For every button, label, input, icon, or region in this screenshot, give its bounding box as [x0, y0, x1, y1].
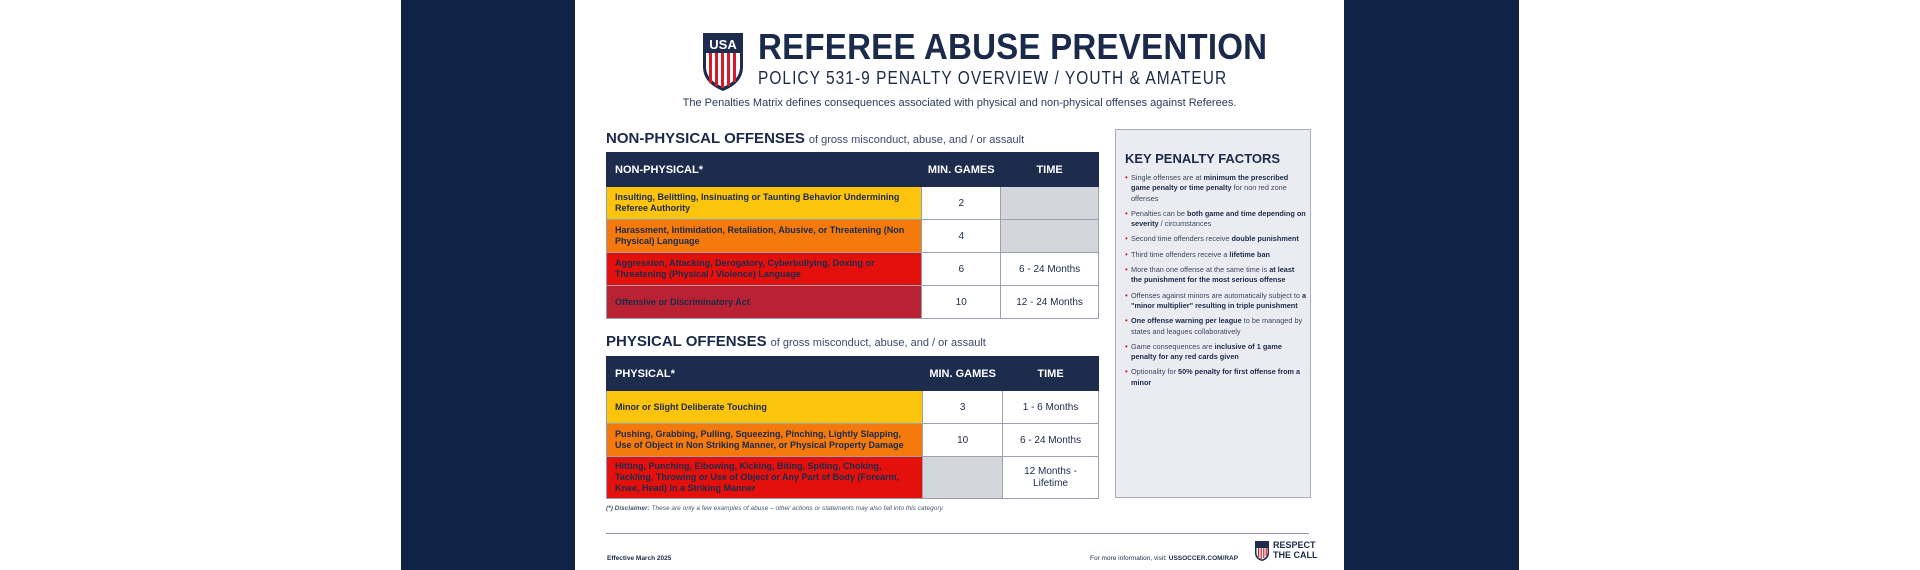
table-row [607, 286, 1099, 319]
offense-cell: Harassment, Intimidation, Retaliation, Abusive, or Threatening (Non Physical) Language [607, 220, 922, 253]
list-item: • Penalties can be both game and time depending on severity / circumstances [1125, 209, 1307, 230]
left-navy-band [401, 0, 575, 570]
disclaimer: (*) Disclaimer: These are only a few examples of abuse – other actions or statements may also fall into this category. [606, 505, 945, 512]
table-row [607, 253, 1099, 286]
offense-cell: Pushing, Grabbing, Pulling, Squeezing, Pinching, Lightly Slapping, Use of Object in Non Striking Manner, or Physical Property Damage [607, 424, 923, 457]
list-item: • One offense warning per league to be managed by states and leagues collaboratively [1125, 316, 1307, 337]
time-cell: 1 - 6 Months [1003, 391, 1099, 424]
key-factors-list [1125, 173, 1307, 393]
list-item: • Game consequences are inclusive of 1 game penalty for any red cards given [1125, 342, 1307, 363]
page-title: REFEREE ABUSE PREVENTION [758, 26, 1268, 67]
physical-heading: PHYSICAL OFFENSES of gross misconduct, abuse, and / or assault [606, 333, 986, 350]
offense-cell: Minor or Slight Deliberate Touching [607, 391, 923, 424]
time-cell: 6 - 24 Months [1003, 424, 1099, 457]
time-cell: 6 - 24 Months [1001, 253, 1099, 286]
min-games-cell: 6 [922, 253, 1001, 286]
table-header-row [607, 357, 1099, 391]
document-page [575, 0, 1344, 570]
offense-cell: Hitting, Punching, Elbowing, Kicking, Biting, Spiting, Choking, Tackling, Throwing or Use of Object or Any Part of Body (Forearm, Knee, Head) in a Striking Manner [607, 457, 923, 499]
list-item: • Optionality for 50% penalty for first offense from a minor [1125, 367, 1307, 388]
table-header-row [607, 153, 1099, 187]
column-header: MIN. GAMES [923, 357, 1003, 391]
respect-the-call-crest-icon [1254, 540, 1270, 562]
respect-the-call-logo: RESPECT THE CALL [1273, 540, 1318, 560]
table-row [607, 187, 1099, 220]
list-item: • Third time offenders receive a lifetime ban [1125, 250, 1307, 260]
time-cell [1001, 187, 1099, 220]
column-header: MIN. GAMES [922, 153, 1001, 187]
min-games-cell: 2 [922, 187, 1001, 220]
us-soccer-crest-icon [701, 31, 745, 93]
column-header: NON-PHYSICAL* [607, 153, 922, 187]
min-games-cell: 3 [923, 391, 1003, 424]
key-factors-title: KEY PENALTY FACTORS [1125, 151, 1281, 166]
physical-table [606, 356, 1099, 499]
time-cell: 12 Months - Lifetime [1003, 457, 1099, 499]
time-cell [1001, 220, 1099, 253]
time-cell: 12 - 24 Months [1001, 286, 1099, 319]
intro-text: The Penalties Matrix defines consequences associated with physical and non-physical offenses against Referees. [682, 97, 1237, 109]
more-info-text: For more information, visit: USSOCCER.COM/RAP [1090, 555, 1239, 562]
key-factors-panel [1115, 129, 1311, 498]
min-games-cell [923, 457, 1003, 499]
list-item: • Second time offenders receive double punishment [1125, 234, 1307, 244]
footer-divider [606, 533, 1309, 534]
column-header: TIME [1001, 153, 1099, 187]
list-item: • Single offenses are at minimum the prescribed game penalty or time penalty for non red zone offenses [1125, 173, 1307, 204]
table-row [607, 457, 1099, 499]
table-row [607, 220, 1099, 253]
column-header: PHYSICAL* [607, 357, 923, 391]
table-row [607, 391, 1099, 424]
min-games-cell: 10 [923, 424, 1003, 457]
min-games-cell: 10 [922, 286, 1001, 319]
effective-date: Effective March 2025 [607, 555, 672, 562]
right-navy-band [1344, 0, 1519, 570]
offense-cell: Insulting, Belittling, Insinuating or Taunting Behavior Undermining Referee Authority [607, 187, 922, 220]
min-games-cell: 4 [922, 220, 1001, 253]
table-row [607, 424, 1099, 457]
list-item: • Offenses against minors are automatically subject to a "minor multiplier" resulting in triple punishment [1125, 291, 1307, 312]
non-physical-table [606, 152, 1099, 319]
column-header: TIME [1003, 357, 1099, 391]
list-item: • More than one offense at the same time is at least the punishment for the most serious offense [1125, 265, 1307, 286]
offense-cell: Offensive or Discriminatory Act [607, 286, 922, 319]
non-physical-heading: NON-PHYSICAL OFFENSES of gross misconduct, abuse, and / or assault [606, 130, 1025, 147]
offense-cell: Aggression, Attacking, Derogatory, Cyberbullying, Doxing or Threatening (Physical / Violence) Language [607, 253, 922, 286]
page-subtitle: POLICY 531-9 PENALTY OVERVIEW / YOUTH & AMATEUR [758, 68, 1228, 88]
svg-text:USA: USA [709, 37, 737, 52]
more-info-link[interactable]: USSOCCER.COM/RAP [1168, 555, 1239, 562]
